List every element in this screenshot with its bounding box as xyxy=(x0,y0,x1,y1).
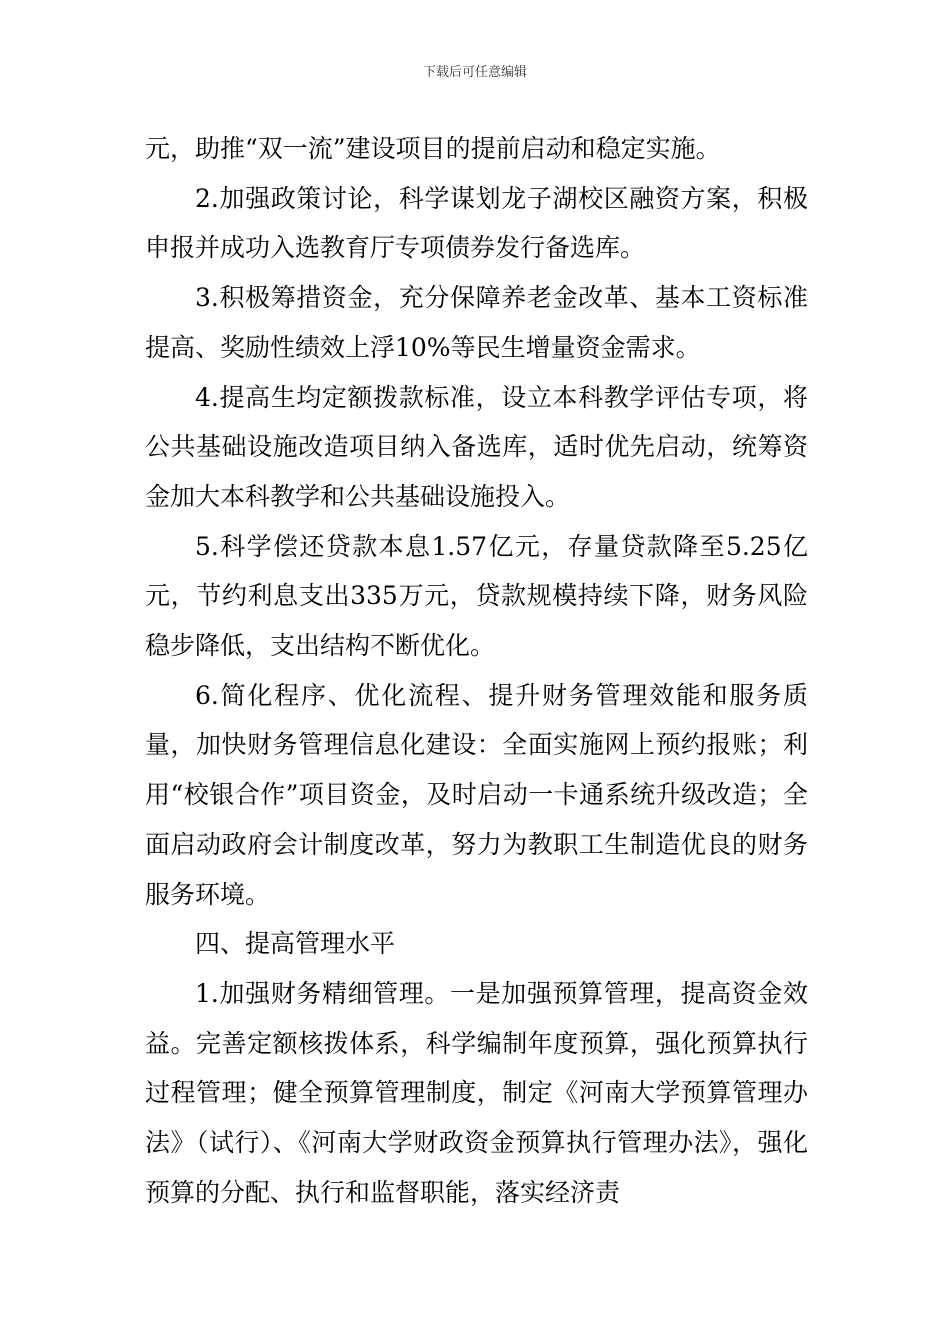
paragraph-item-4: 4.提高生均定额拨款标准，设立本科教学评估专项，将公共基础设施改造项目纳入备选库，适时优先启动，统筹资金加大本科教学和公共基础设施投入。 xyxy=(145,382,808,511)
paragraph-item-2: 2.加强政策讨论，科学谋划龙子湖校区融资方案，积极申报并成功入选教育厅专项债券发行备选库。 xyxy=(145,183,808,263)
section-heading: 四、提高管理水平 xyxy=(195,929,396,959)
page-header-note: 下载后可任意编辑 xyxy=(422,65,527,80)
paragraph-item-5: 5.科学偿还贷款本息1.57亿元，存量贷款降至5.25亿元，节约利息支出335万元，贷款规模持续下降，财务风险稳步降低，支出结构不断优化。 xyxy=(145,531,808,661)
paragraph-continuation: 元，助推“双一流”建设项目的提前启动和稳定实施。 xyxy=(145,134,721,163)
document-body xyxy=(145,124,808,1217)
paragraph-item-3: 3.积极筹措资金，充分保障养老金改革、基本工资标准提高、奖励性绩效上浮10%等民生增量资金需求。 xyxy=(145,283,808,362)
paragraph-item-6: 6.简化程序、优化流程、提升财务管理效能和服务质量，加快财务管理信息化建设：全面实施网上预约报账；利用“校银合作”项目资金，及时启动一卡通系统升级改造；全面启动政府会计制度改革，努力为教职工生制造优良的财务服务环境。 xyxy=(145,680,808,909)
paragraph-section4-item-1: 1.加强财务精细管理。一是加强预算管理，提高资金效益。完善定额核拨体系，科学编制年度预算，强化预算执行过程管理；健全预算管理制度，制定《河南大学预算管理办法》（试行）、《河南大学财政资金预算执行管理办法》，强化预算的分配、执行和监督职能，落实经济责 xyxy=(145,978,808,1207)
